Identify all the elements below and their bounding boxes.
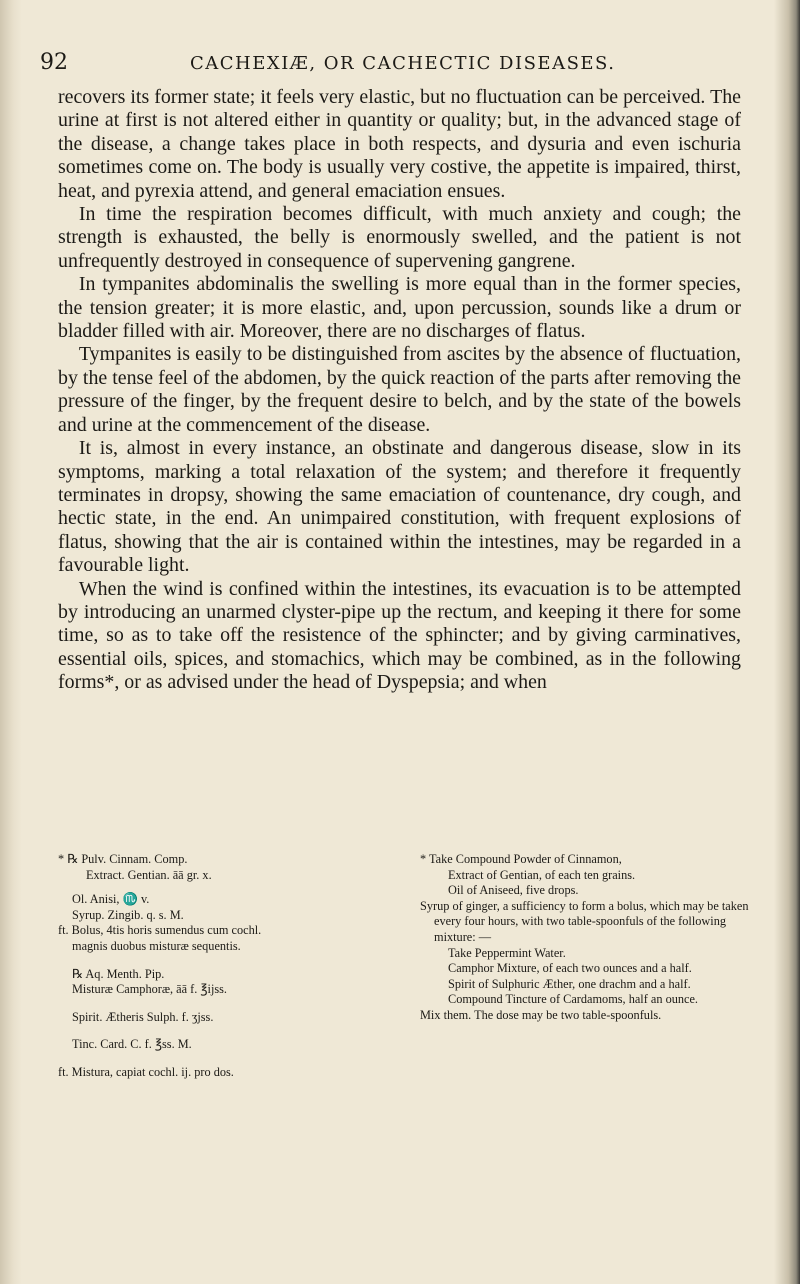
- page-header: [40, 50, 720, 80]
- footnotes: [58, 852, 748, 1112]
- footnote-line: ft. Mistura, capiat cochl. ij. pro dos.: [58, 1064, 234, 1079]
- footnote-line: Extract of Gentian, of each ten grains.: [448, 867, 636, 882]
- footnote-line: Take Peppermint Water.: [448, 945, 566, 960]
- paragraph: Tympanites is easily to be distinguished from ascites by the absence of fluctuation, by the tense feel of the abdomen, by the quick reaction of the parts after removing the pressure of the finger, by the frequent desire to belch, and by the state of the bowels and urine at the commencement of the disease.: [58, 343, 741, 436]
- footnote-line: Syrup. Zingib. q. s. M.: [72, 907, 184, 922]
- footnote-line: Oil of Aniseed, five drops.: [448, 883, 579, 898]
- footnote-line: ft. Bolus, 4tis horis sumendus cum cochl.: [58, 923, 262, 938]
- footnote-english-translation: [420, 852, 750, 1024]
- paragraph: recovers its former state; it feels very elastic, but no fluctuation can be perceived. The urine at first is not altered either in quantity or quality; but, in the advanced stage of the disease, a change takes place in both respects, and dysuria and even ischuria sometimes come on. The body is usually very costive, the appetite is impaired, thirst, heat, and pyrexia attend, and general emaciation ensues.: [58, 86, 741, 202]
- page-left-edge: [0, 0, 22, 1284]
- footnote-line: ℞ Aq. Menth. Pip.: [72, 966, 165, 981]
- paragraph: When the wind is confined within the intestines, its evacuation is to be attempted by introducing an unarmed clyster-pipe up the rectum, and keeping it there for some time, so as to take off the resistence of the sphincter; and by giving carminatives, essential oils, spices, and stomachics, which may be combined, as in the following forms*, or as advised under the head of Dyspepsia; and when: [58, 577, 741, 694]
- page-number: 92: [40, 50, 68, 75]
- footnote-line: Ol. Anisi, ♏ v.: [72, 892, 150, 907]
- paragraph: It is, almost in every instance, an obstinate and dangerous disease, slow in its symptoms, marking a total relaxation of the system; and therefore it frequently terminates in dropsy, showing the same emaciation of countenance, dry cough, and hectic state, in the end. An unimpaired constitution, with frequent explosions of flatus, showing that the air is contained within the intestines, may be regarded in a favourable light.: [58, 437, 741, 577]
- footnote-line: Mix them. The dose may be two table-spoonfuls.: [420, 1007, 662, 1022]
- page-right-edge: [774, 0, 800, 1284]
- body-text: [58, 86, 741, 695]
- footnote-line: Extract. Gentian. āā gr. x.: [86, 867, 212, 882]
- footnote-line: * ℞ Pulv. Cinnam. Comp.: [58, 852, 188, 866]
- footnote-line: Spirit of Sulphuric Æther, one drachm and a half.: [448, 976, 691, 991]
- footnote-line: Tinc. Card. C. f. ℥ss. M.: [72, 1037, 192, 1052]
- footnote-line: Compound Tincture of Cardamoms, half an ounce.: [448, 992, 699, 1007]
- footnote-latin-prescription: [58, 852, 380, 1081]
- footnote-line: Camphor Mixture, of each two ounces and a half.: [448, 961, 692, 976]
- footnote-line: Syrup of ginger, a sufficiency to form a bolus, which may be taken every four hours, with two table-spoonfuls of the following mixture: —: [420, 898, 749, 944]
- footnote-line: * Take Compound Powder of Cinnamon,: [420, 852, 622, 866]
- paragraph: In time the respiration becomes difficult, with much anxiety and cough; the strength is exhausted, the belly is enormously swelled, and the patient is not unfrequently destroyed in consequence of supervening gangrene.: [58, 203, 741, 272]
- footnote-line: Spirit. Ætheris Sulph. f. ʒjss.: [72, 1009, 214, 1024]
- footnote-line: magnis duobus misturæ sequentis.: [72, 938, 241, 953]
- footnote-line: Misturæ Camphoræ, āā f. ℥ijss.: [72, 982, 228, 997]
- paragraph: In tympanites abdominalis the swelling is more equal than in the former species, the tension greater; it is more elastic, and, upon percussion, sounds like a drum or bladder filled with air. Moreover, there are no discharges of flatus.: [58, 273, 741, 343]
- running-head: CACHEXIÆ, OR CACHECTIC DISEASES.: [190, 53, 616, 74]
